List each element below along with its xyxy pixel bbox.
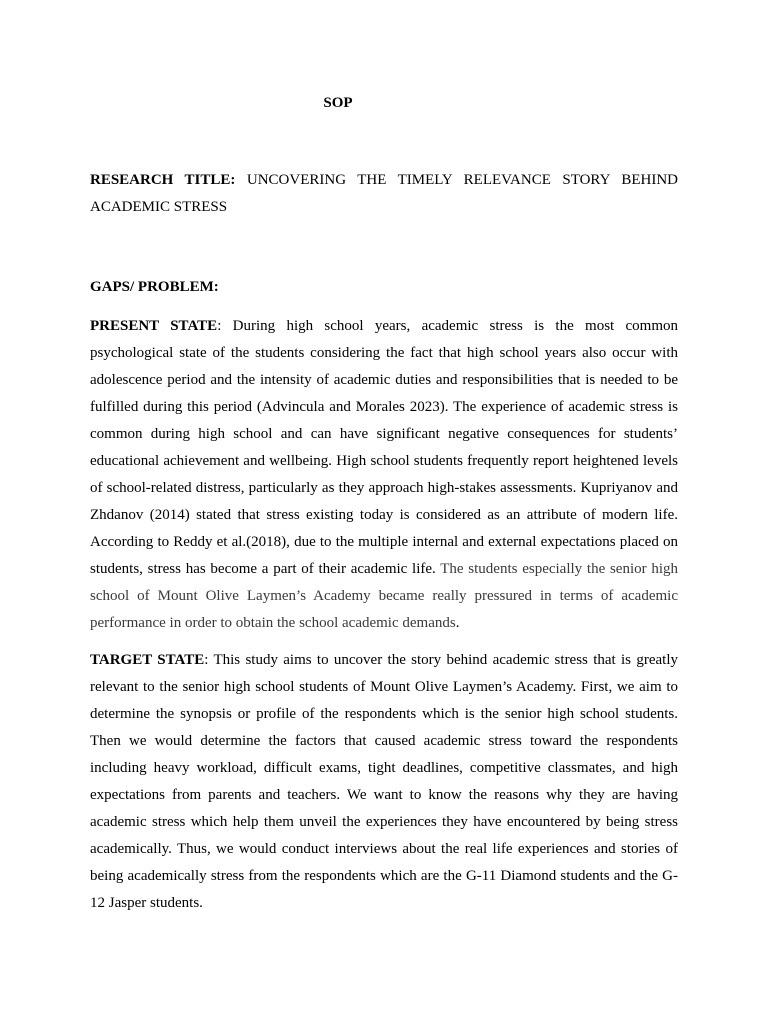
present-state-end: . (455, 615, 460, 631)
research-title-label: RESEARCH TITLE: (90, 172, 236, 188)
gaps-problem-heading: GAPS/ PROBLEM: (90, 279, 219, 295)
present-state-label: PRESENT STATE (90, 318, 218, 334)
research-title-text: UNCOVERING THE TIMELY RELEVANCE STORY BEHIND ACADEMIC STRESS (90, 172, 678, 215)
research-title-paragraph (90, 167, 678, 221)
target-state-label: TARGET STATE (90, 652, 205, 668)
present-state-text: : During high school years, academic stress is the most common psychological state of the students considering the fact that high school years also occur with adolescence period and the intensity of academic duties and responsibilities that is needed to be fulfilled during this period (Advincula and Morales 2023). The experience of academic stress is common during high school and can have significant negative consequences for students’ educational achievement and wellbeing. High school students frequently report heightened levels of school-related distress, particularly as they approach high-stakes assessments. Kupriyanov and Zhdanov (2014) stated that stress existing today is considered as an attribute of modern life. According to Reddy et al.(2018), due to the multiple internal and external expectations placed on students, stress has become a part of their academic life. (90, 318, 678, 577)
present-state-highlight: The students especially the senior high school of Mount Olive Laymen’s Academy became really pressured in terms of academic performance in order to obtain the school academic demands (90, 561, 679, 631)
target-state-text: : This study aims to uncover the story behind academic stress that is greatly relevant to the senior high school students of Mount Olive Laymen’s Academy. First, we aim to determine the synopsis or profile of the respondents which is the senior high school students. Then we would determine the factors that caused academic stress toward the respondents including heavy workload, difficult exams, tight deadlines, competitive classmates, and high expectations from parents and teachers. We want to know the reasons why they are having academic stress which help them unveil the experiences they have encountered by being stress academically. Thus, we would conduct interviews about the real life experiences and stories of being academically stress from the respondents which are the G-11 Diamond students and the G-12 Jasper students. (90, 652, 678, 911)
target-state-paragraph (90, 647, 678, 917)
document-heading: SOP (323, 95, 353, 111)
present-state-paragraph (90, 313, 678, 637)
